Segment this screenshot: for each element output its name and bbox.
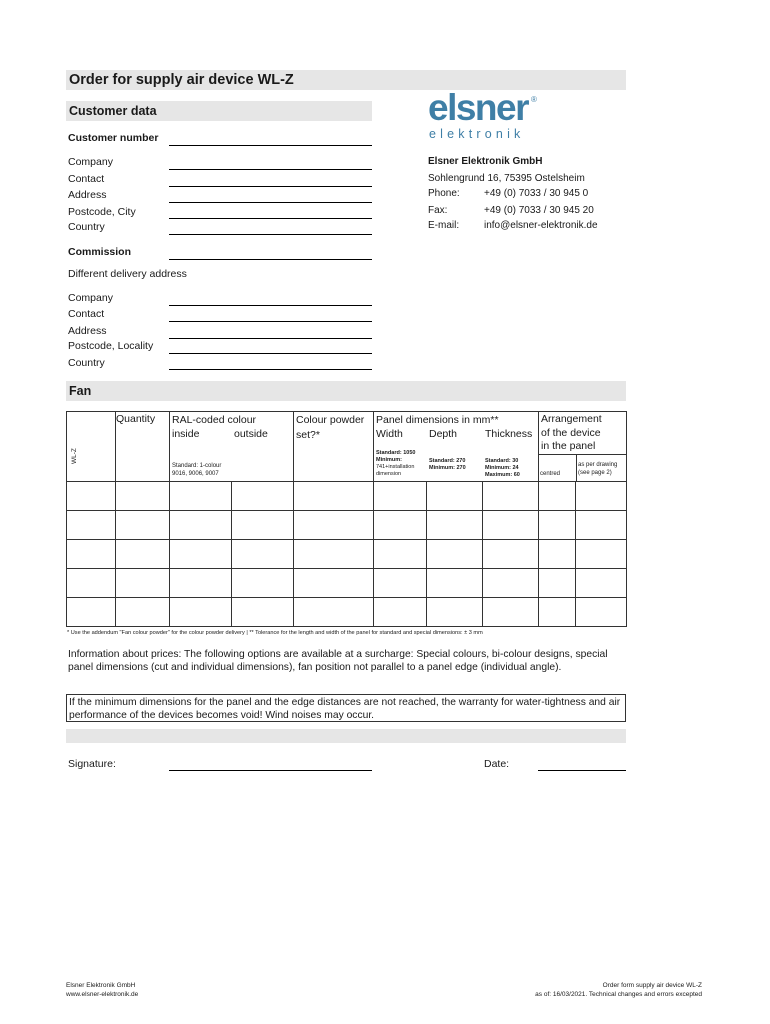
- table-row[interactable]: [67, 482, 627, 511]
- powder-header: [294, 412, 374, 482]
- centred-label: centred: [540, 471, 561, 477]
- depth-header: Depth: [429, 428, 458, 440]
- delivery-postcode-label: Postcode, Locality: [68, 340, 154, 352]
- depth-note: Standard: 270 Minimum: 270: [429, 458, 466, 471]
- phone-value: +49 (0) 7033 / 30 945 0: [484, 188, 589, 199]
- delivery-country-label: Country: [68, 357, 105, 369]
- customer-data-heading: Customer data: [66, 101, 372, 121]
- arrangement-text: Arrangement of the device in the panel: [541, 413, 602, 452]
- table-row[interactable]: [67, 598, 627, 627]
- customer-number-label: Customer number: [68, 132, 159, 144]
- wlz-header-cell: [67, 412, 116, 482]
- address-label: Address: [68, 189, 107, 201]
- delivery-company-field[interactable]: [169, 305, 372, 306]
- table-footnote: * Use the addendum "Fan colour powder" for the colour powder delivery | ** Tolerance for the length and width of the panel for standard and special dimensions: ± 3 mm: [67, 630, 483, 636]
- drawing-line-2: (see page 2): [578, 470, 612, 476]
- ral-note-1: Standard: 1-colour: [172, 463, 222, 469]
- table-row[interactable]: [67, 569, 627, 598]
- width-header: Width: [376, 428, 403, 440]
- price-info: Information about prices: The following options are available at a surcharge: Special colours, bi-colour designs, special panel dimensions (cut and individual dimensions), fan position not parallel to a panel edge (individual angle).: [68, 649, 608, 673]
- wlz-rotated-label: WL-Z: [71, 448, 78, 464]
- contact-field[interactable]: [169, 186, 372, 187]
- address-field[interactable]: [169, 202, 372, 203]
- phone-label: Phone:: [428, 188, 460, 199]
- country-label: Country: [68, 221, 105, 233]
- footer-website[interactable]: www.elsner-elektronik.de: [66, 991, 139, 998]
- arrangement-header: [539, 412, 627, 482]
- delivery-address-field[interactable]: [169, 338, 372, 339]
- signature-label: Signature:: [68, 758, 116, 770]
- company-street: Sohlengrund 16, 75395 Ostelsheim: [428, 173, 585, 184]
- table-row[interactable]: [67, 511, 627, 540]
- postcode-city-field[interactable]: [169, 218, 372, 219]
- company-name: Elsner Elektronik GmbH: [428, 156, 543, 167]
- width-note: Standard: 1050 Minimum: 741+installation dimension: [376, 450, 416, 477]
- fax-label: Fax:: [428, 205, 448, 216]
- company-field[interactable]: [169, 169, 372, 170]
- drawing-line-1: as per drawing: [578, 462, 618, 468]
- footer-left: [66, 981, 138, 999]
- customer-number-field[interactable]: [169, 145, 372, 146]
- thickness-header: Thickness: [485, 428, 533, 440]
- table-row[interactable]: [67, 540, 627, 569]
- delivery-contact-field[interactable]: [169, 321, 372, 322]
- footer-version: as of: 16/03/2021. Technical changes and errors excepted: [535, 991, 702, 998]
- quantity-header: Quantity: [116, 412, 170, 482]
- fax-value: +49 (0) 7033 / 30 945 20: [484, 205, 594, 216]
- email-value[interactable]: info@elsner-elektronik.de: [484, 220, 598, 231]
- delivery-address-field-label: Address: [68, 325, 107, 337]
- commission-field[interactable]: [169, 259, 372, 260]
- powder-line-2: set?*: [296, 429, 320, 441]
- contact-label: Contact: [68, 173, 105, 185]
- commission-label: Commission: [68, 246, 132, 258]
- fan-heading: Fan: [66, 381, 626, 401]
- elsner-logo: elsner ® elektronik: [428, 87, 537, 141]
- delivery-country-field[interactable]: [169, 369, 372, 370]
- footer-right: [535, 981, 702, 999]
- footer-form-name: Order form supply air device WL-Z: [602, 982, 702, 989]
- separator-bar: [66, 729, 626, 743]
- postcode-city-label: Postcode, City: [68, 206, 136, 218]
- ral-note-2: 9016, 9006, 9007: [172, 471, 219, 477]
- ral-outside: outside: [234, 428, 268, 440]
- delivery-postcode-field[interactable]: [169, 353, 372, 354]
- page-title: Order for supply air device WL-Z: [66, 70, 626, 90]
- signature-field[interactable]: [169, 770, 372, 771]
- arrangement-divider: [576, 454, 577, 482]
- country-field[interactable]: [169, 234, 372, 235]
- arrangement-hline: [539, 454, 627, 455]
- date-field[interactable]: [538, 770, 626, 771]
- thickness-note: Standard: 30 Minimum: 24 Maximum: 60: [485, 458, 520, 478]
- panel-dimensions-header: [374, 412, 539, 482]
- fan-table: [66, 411, 627, 627]
- footer-company: Elsner Elektronik GmbH: [66, 982, 136, 989]
- company-label: Company: [68, 156, 113, 168]
- delivery-address-label: Different delivery address: [68, 268, 187, 280]
- date-label: Date:: [484, 758, 510, 770]
- fan-table-header: [67, 412, 627, 482]
- panel-title: Panel dimensions in mm**: [376, 414, 499, 426]
- ral-title: RAL-coded colour: [172, 414, 257, 426]
- ral-header: [170, 412, 294, 482]
- delivery-company-label: Company: [68, 292, 113, 304]
- ral-inside: inside: [172, 428, 200, 440]
- warning-box: If the minimum dimensions for the panel and the edge distances are not reached, the warranty for water-tightness and air performance of the devices becomes void! Wind noises may occur.: [66, 694, 626, 722]
- email-label: E-mail:: [428, 220, 460, 231]
- powder-line-1: Colour powder: [296, 414, 365, 426]
- delivery-contact-label: Contact: [68, 308, 105, 320]
